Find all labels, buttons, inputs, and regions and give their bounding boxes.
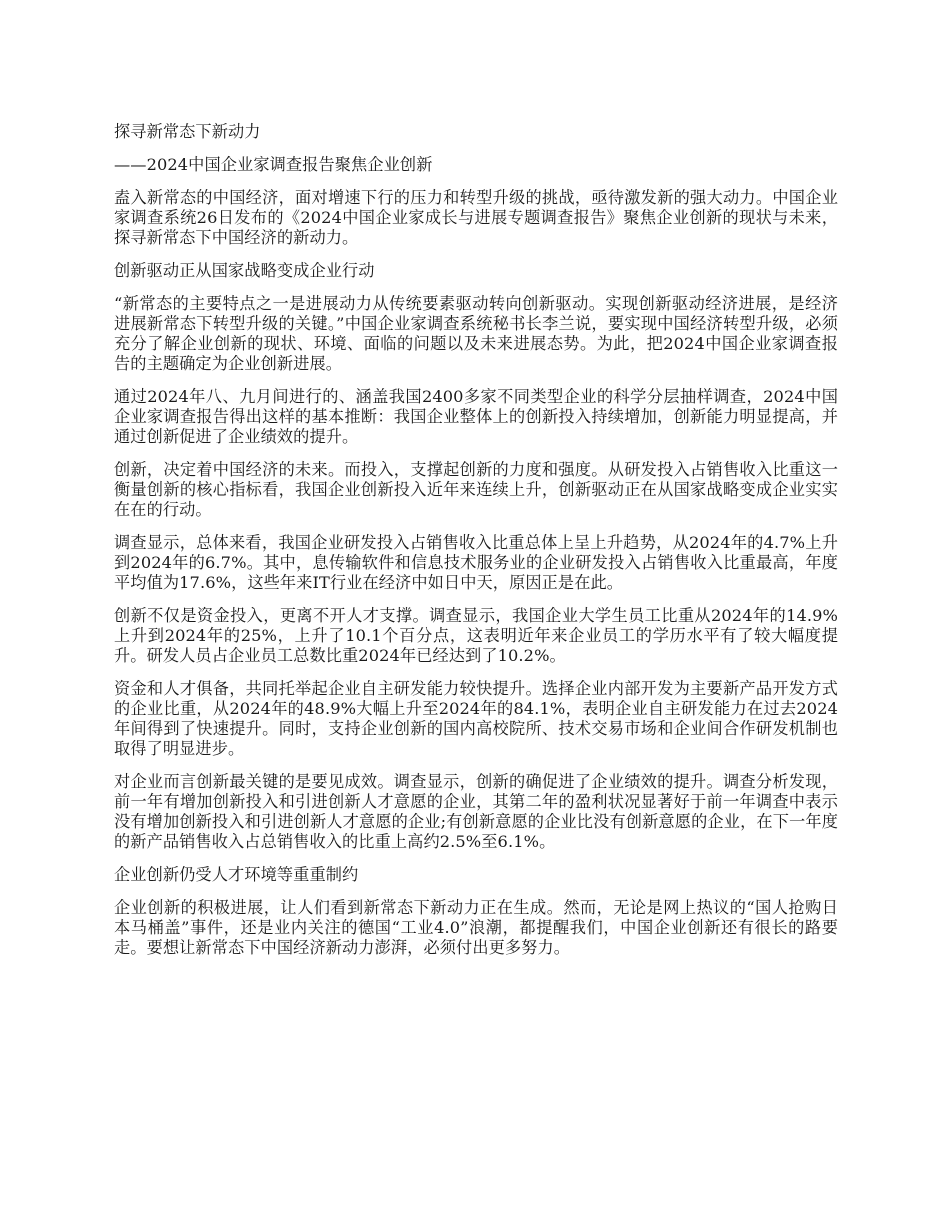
paragraph: 创新不仅是资金投入，更离不开人才支撑。调查显示，我国企业大学生员工比重从2024年的14.9%上升到2024年的25%，上升了10.1个百分点，这表明近年来企业员工的学历水平有了较大幅度提升。研发人员占企业员工总数比重2024年已经达到了10.2%。 [114,606,838,665]
document-title: 探寻新常态下新动力 [114,122,261,141]
paragraph: 企业创新的积极进展，让人们看到新常态下新动力正在生成。然而，无论是网上热议的“国人抢购日本马桶盖”事件，还是业内关注的德国“工业4.0”浪潮，都提醒我们，中国企业创新还有很长的路要走。要想让新常态下中国经济新动力澎湃，必须付出更多努力。 [114,898,838,957]
section-heading-constraints: 企业创新仍受人才环境等重重制约 [114,865,359,884]
document-subtitle: ——2024中国企业家调查报告聚焦企业创新 [114,155,433,174]
document-body [114,122,838,971]
paragraph-intro: 盍入新常态的中国经济，面对增速下行的压力和转型升级的挑战，亟待激发新的强大动力。中国企业家调查系统26日发布的《2024中国企业家成长与进展专题调查报告》聚焦企业创新的现状与未来，探寻新常态下中国经济的新动力。 [114,188,838,247]
paragraph: 对企业而言创新最关键的是要见成效。调查显示，创新的确促进了企业绩效的提升。调查分析发现，前一年有增加创新投入和引进创新人才意愿的企业，其第二年的盈利状况显著好于前一年调查中表示没有增加创新投入和引进创新人才意愿的企业;有创新意愿的企业比没有创新意愿的企业，在下一年度的新产品销售收入占总销售收入的比重上高约2.5%至6.1%。 [114,772,838,851]
paragraph: “新常态的主要特点之一是进展动力从传统要素驱动转向创新驱动。实现创新驱动经济进展，是经济进展新常态下转型升级的关键。”中国企业家调查系统秘书长李兰说，要实现中国经济转型升级，必须充分了解企业创新的现状、环境、面临的问题以及未来进展态势。为此，把2024中国企业家调查报告的主题确定为企业创新进展。 [114,294,838,373]
paragraph: 创新，决定着中国经济的未来。而投入，支撑起创新的力度和强度。从研发投入占销售收入比重这一衡量创新的核心指标看，我国企业创新投入近年来连续上升，创新驱动正在从国家战略变成企业实实在在的行动。 [114,460,838,519]
paragraph: 资金和人才俱备，共同托举起企业自主研发能力较快提升。选择企业内部开发为主要新产品开发方式的企业比重，从2024年的48.9%大幅上升至2024年的84.1%，表明企业自主研发能力在过去2024年间得到了快速提升。同时，支持企业创新的国内高校院所、技术交易市场和企业间合作研发机制也取得了明显进步。 [114,679,838,758]
paragraph: 调查显示，总体来看，我国企业研发投入占销售收入比重总体上呈上升趋势，从2024年的4.7%上升到2024年的6.7%。其中，息传输软件和信息技术服务业的企业研发投入占销售收入比重最高，年度平均值为17.6%，这些年来IT行业在经济中如日中天，原因正是在此。 [114,533,838,592]
paragraph: 通过2024年八、九月间进行的、涵盖我国2400多家不同类型企业的科学分层抽样调查，2024中国企业家调查报告得出这样的基本推断：我国企业整体上的创新投入持续增加，创新能力明显提高，并通过创新促进了企业绩效的提升。 [114,387,838,446]
section-heading-innovation-drive: 创新驱动正从国家战略变成企业行动 [114,261,375,280]
